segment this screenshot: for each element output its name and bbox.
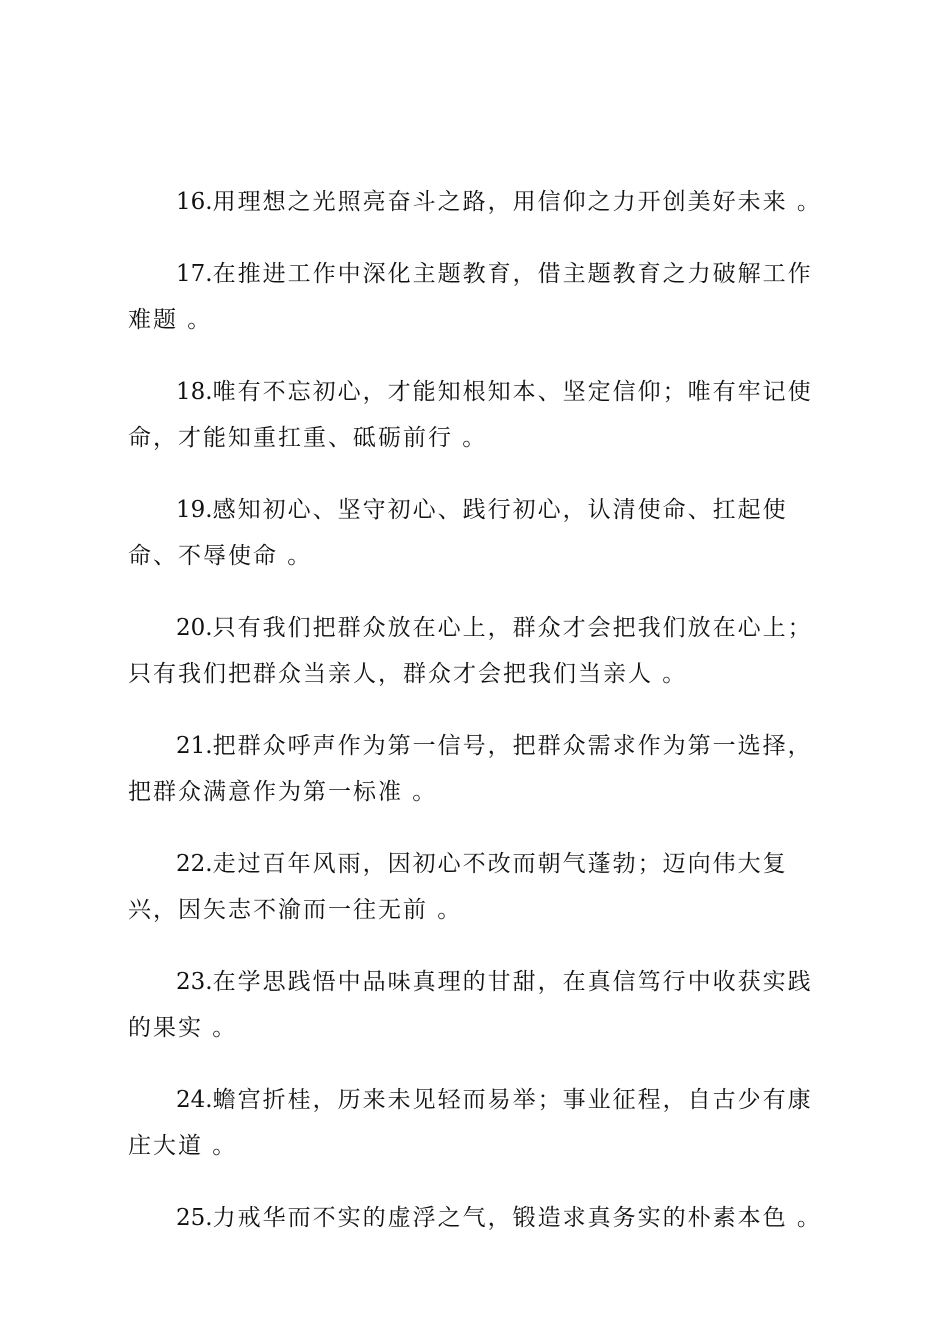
list-item	[128, 179, 833, 225]
list-item	[128, 723, 833, 815]
item-text: 在学思践悟中品味真理的甘甜，在真信笃行中收获实践的果实 。	[128, 969, 813, 1041]
item-text: 走过百年风雨，因初心不改而朝气蓬勃；迈向伟大复兴，因矢志不渝而一往无前 。	[128, 851, 788, 923]
item-text: 感知初心、坚守初心、践行初心，认清使命、扛起使命、不辱使命 。	[128, 497, 788, 569]
list-item	[128, 605, 833, 697]
list-item	[128, 487, 833, 579]
item-number: 19.	[176, 497, 213, 523]
item-text: 蟾宫折桂，历来未见轻而易举；事业征程，自古少有康庄大道 。	[128, 1087, 813, 1159]
list-item	[128, 841, 833, 933]
item-number: 22.	[176, 851, 213, 877]
item-text: 用理想之光照亮奋斗之路，用信仰之力开创美好未来 。	[212, 189, 822, 215]
item-number: 18.	[176, 379, 213, 405]
list-item	[128, 959, 833, 1051]
item-number: 16.	[176, 189, 213, 215]
item-number: 25.	[176, 1205, 213, 1231]
document-body	[128, 179, 833, 1267]
item-text: 只有我们把群众放在心上，群众才会把我们放在心上；只有我们把群众当亲人，群众才会把我们当亲人 。	[128, 615, 813, 687]
list-item	[128, 369, 833, 461]
item-text: 在推进工作中深化主题教育，借主题教育之力破解工作难题 。	[128, 261, 813, 333]
list-item	[128, 1077, 833, 1169]
item-number: 23.	[176, 969, 213, 995]
item-text: 力戒华而不实的虚浮之气，锻造求真务实的朴素本色 。	[212, 1205, 822, 1231]
item-number: 24.	[176, 1087, 213, 1113]
list-item	[128, 1195, 833, 1241]
item-number: 21.	[176, 733, 213, 759]
item-text: 把群众呼声作为第一信号，把群众需求作为第一选择，把群众满意作为第一标准 。	[128, 733, 813, 805]
item-number: 17.	[176, 261, 213, 287]
item-text: 唯有不忘初心，才能知根知本、坚定信仰；唯有牢记使命，才能知重扛重、砥砺前行 。	[128, 379, 813, 451]
list-item	[128, 251, 833, 343]
item-number: 20.	[176, 615, 213, 641]
